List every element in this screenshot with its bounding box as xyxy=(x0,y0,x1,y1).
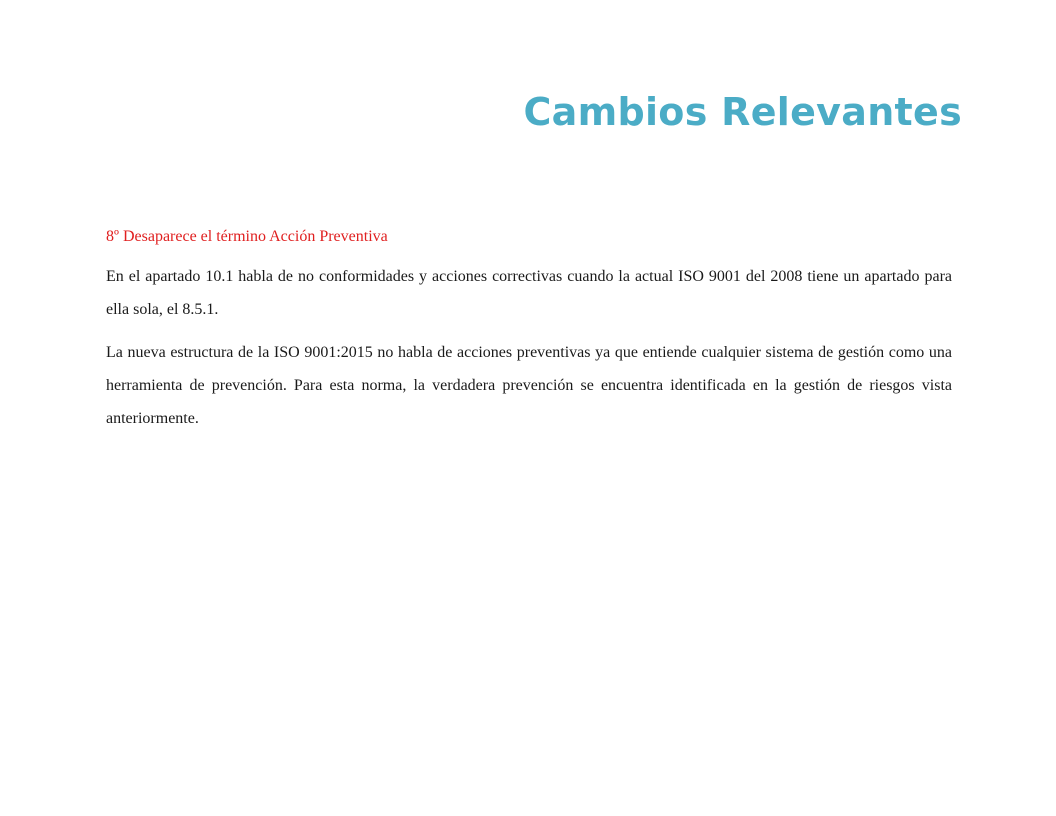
body-paragraph: En el apartado 10.1 habla de no conformidades y acciones correctivas cuando la actual ISO 9001 del 2008 tiene un apartado para ella sola, el 8.5.1. xyxy=(106,268,952,318)
document-body xyxy=(106,226,952,445)
body-paragraph: La nueva estructura de la ISO 9001:2015 no habla de acciones preventivas ya que entiende cualquier sistema de gestión como una herramienta de prevención. Para esta norma, la verdadera prevención se encuentra identificada en la gestión de riesgos vista anteriormente. xyxy=(106,344,952,427)
section-heading: 8º Desaparece el término Acción Preventiva xyxy=(106,228,388,245)
page-title: Cambios Relevantes xyxy=(523,90,962,134)
